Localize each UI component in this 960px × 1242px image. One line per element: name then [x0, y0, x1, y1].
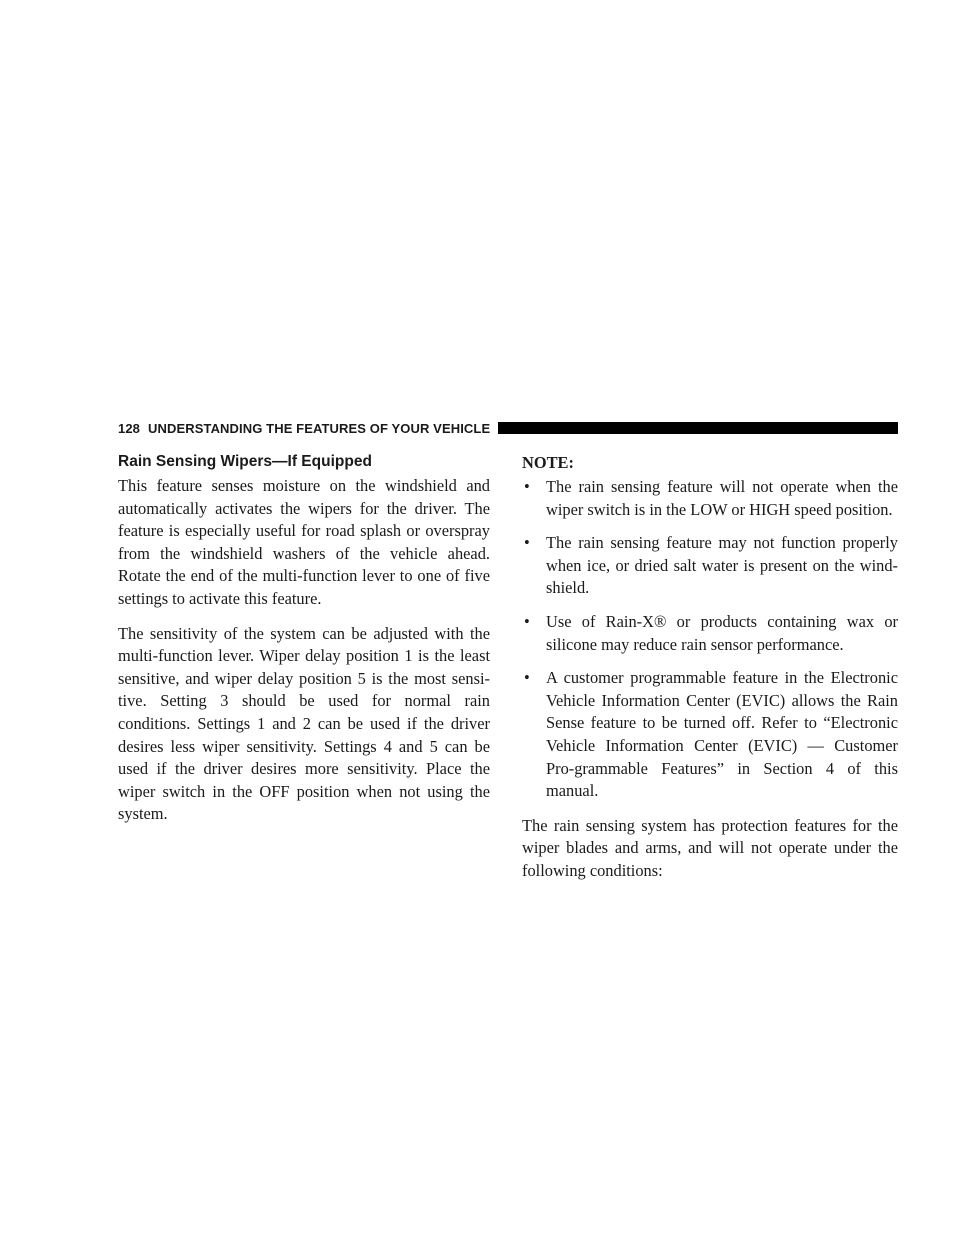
running-header	[118, 419, 898, 437]
page-number: 128	[118, 420, 140, 436]
bullet-icon: •	[524, 611, 530, 631]
note-text: A customer programmable feature in the Electronic Vehicle Information Center (EVIC) allows the Rain Sense feature to be turned off. Refer to “Electronic Vehicle Information Center (EVIC) — Customer Pro-grammable Features” in Section 4 of this manual.	[546, 668, 898, 801]
note-label: NOTE:	[522, 453, 574, 472]
left-column	[118, 452, 490, 838]
sensitivity-paragraph: The sensitivity of the system can be adjusted with the multi-function lever. Wiper delay position 1 is the least sensitive, and wiper delay position 5 is the most sensi-tive. Setting 3 should be used for normal rain conditions. Settings 1 and 2 can be used if the driver desires less wiper sensitivity. Settings 4 and 5 can be used if the driver desires more sensitivity. Place the wiper switch in the OFF position when not using the system.	[118, 623, 490, 824]
note-item	[522, 611, 898, 656]
closing-paragraph: The rain sensing system has protection features for the wiper blades and arms, and will not operate under the following conditions:	[522, 815, 898, 880]
intro-paragraph: This feature senses moisture on the windshield and automatically activates the wipers for the driver. The feature is especially useful for road splash or overspray from the windshield washers of the vehicle ahead. Rotate the end of the multi-function lever to one of five settings to activate this feature.	[118, 476, 490, 608]
note-item	[522, 476, 898, 521]
note-item	[522, 532, 898, 600]
note-text: The rain sensing feature will not operate when the wiper switch is in the LOW or HIGH speed position.	[546, 477, 898, 519]
bullet-icon: •	[524, 477, 530, 496]
running-header-title: UNDERSTANDING THE FEATURES OF YOUR VEHICLE	[148, 420, 491, 436]
bullet-icon: •	[524, 533, 530, 553]
right-column	[522, 452, 898, 895]
note-item	[522, 667, 898, 803]
section-heading: Rain Sensing Wipers—If Equipped	[118, 453, 372, 470]
header-rule	[498, 422, 898, 434]
note-list	[522, 476, 898, 803]
bullet-icon: •	[524, 668, 530, 688]
note-text: The rain sensing feature may not function properly when ice, or dried salt water is present on the wind-shield.	[546, 533, 898, 598]
note-text: Use of Rain-X® or products containing wax or silicone may reduce rain sensor performance.	[546, 611, 898, 654]
